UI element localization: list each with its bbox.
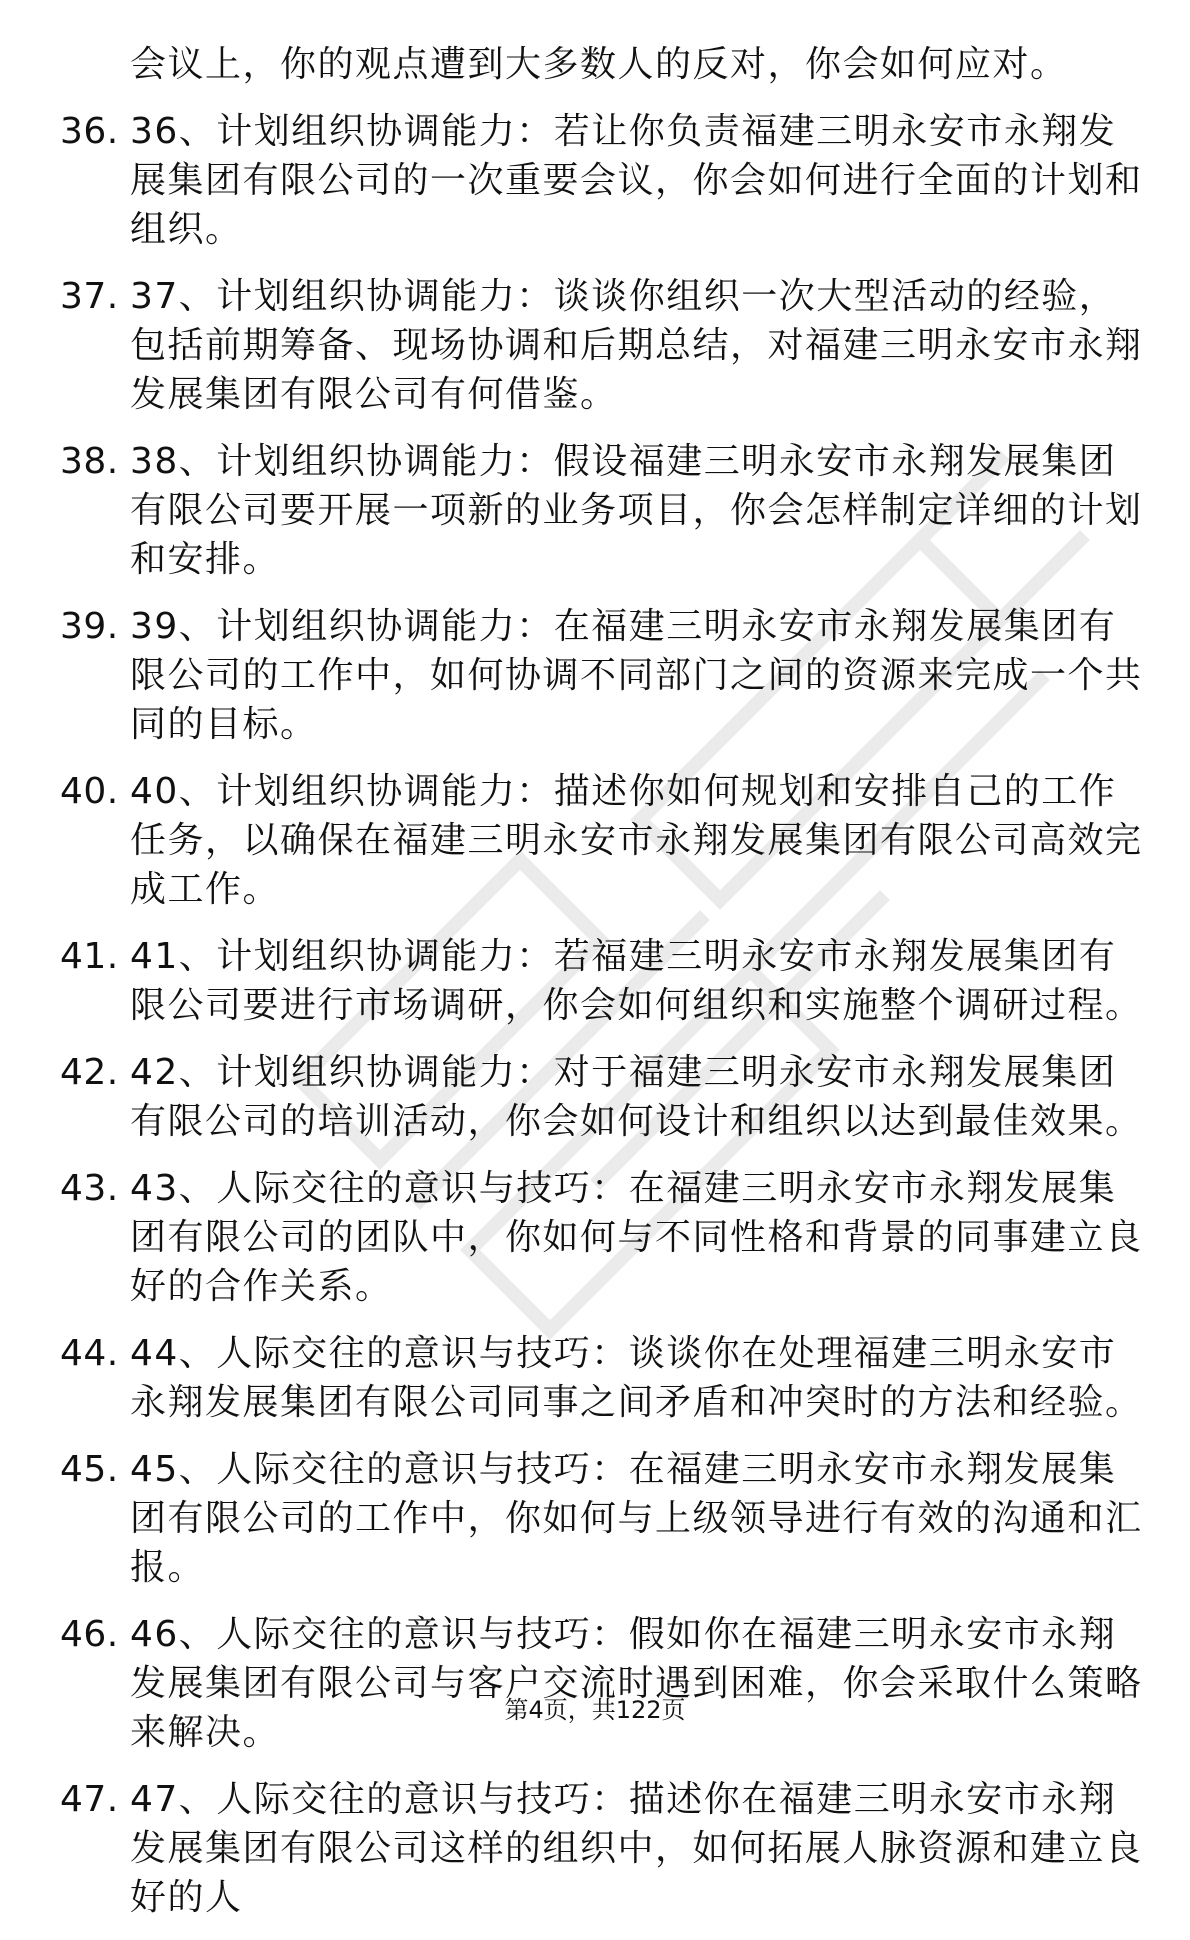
list-item xyxy=(0,437,1190,584)
page-footer: 第4页，共122页 xyxy=(504,1696,686,1724)
list-item xyxy=(0,932,1190,1030)
list-item xyxy=(0,107,1190,254)
continued-question-text: 会议上，你的观点遭到大多数人的反对，你会如何应对。 xyxy=(130,44,1068,85)
list-item-number: 40. xyxy=(60,771,119,812)
list-item-number: 39. xyxy=(60,606,119,647)
list-item-text: 46、人际交往的意识与技巧：假如你在福建三明永安市永翔发展集团有限公司与客户交流时遇到困难，你会采取什么策略来解决。 xyxy=(130,1614,1143,1753)
list-item-number: 37. xyxy=(60,276,119,317)
list-item xyxy=(0,1329,1190,1427)
list-item-number: 42. xyxy=(60,1052,119,1093)
list-item-number: 45. xyxy=(60,1449,119,1490)
list-item-text: 38、计划组织协调能力：假设福建三明永安市永翔发展集团有限公司要开展一项新的业务项目，你会怎样制定详细的计划和安排。 xyxy=(130,441,1143,580)
list-item-text: 45、人际交往的意识与技巧：在福建三明永安市永翔发展集团有限公司的工作中，你如何与上级领导进行有效的沟通和汇报。 xyxy=(130,1449,1143,1588)
list-item-number: 47. xyxy=(60,1779,119,1820)
list-item-text: 43、人际交往的意识与技巧：在福建三明永安市永翔发展集团有限公司的团队中，你如何与不同性格和背景的同事建立良好的合作关系。 xyxy=(130,1168,1143,1307)
list-item xyxy=(0,1048,1190,1146)
list-item xyxy=(0,767,1190,914)
list-item-number: 43. xyxy=(60,1168,119,1209)
list-item-text: 47、人际交往的意识与技巧：描述你在福建三明永安市永翔发展集团有限公司这样的组织中，如何拓展人脉资源和建立良好的人 xyxy=(130,1779,1143,1918)
list-item xyxy=(0,1164,1190,1311)
list-item xyxy=(0,1445,1190,1592)
question-list xyxy=(0,40,1190,1940)
list-item-text: 41、计划组织协调能力：若福建三明永安市永翔发展集团有限公司要进行市场调研，你会如何组织和实施整个调研过程。 xyxy=(130,936,1143,1026)
list-item-text: 40、计划组织协调能力：描述你如何规划和安排自己的工作任务，以确保在福建三明永安市永翔发展集团有限公司高效完成工作。 xyxy=(130,771,1143,910)
list-item-number: 36. xyxy=(60,111,119,152)
list-item-text: 44、人际交往的意识与技巧：谈谈你在处理福建三明永安市永翔发展集团有限公司同事之间矛盾和冲突时的方法和经验。 xyxy=(130,1333,1143,1423)
list-item-text: 36、计划组织协调能力：若让你负责福建三明永安市永翔发展集团有限公司的一次重要会议，你会如何进行全面的计划和组织。 xyxy=(130,111,1143,250)
list-item-number: 38. xyxy=(60,441,119,482)
list-item xyxy=(0,1775,1190,1922)
list-item xyxy=(0,272,1190,419)
list-item-text: 37、计划组织协调能力：谈谈你组织一次大型活动的经验，包括前期筹备、现场协调和后期总结，对福建三明永安市永翔发展集团有限公司有何借鉴。 xyxy=(130,276,1143,415)
list-item-number: 46. xyxy=(60,1614,119,1655)
list-item-number: 44. xyxy=(60,1333,119,1374)
list-item xyxy=(0,1610,1190,1757)
list-item xyxy=(0,602,1190,749)
list-item-text: 42、计划组织协调能力：对于福建三明永安市永翔发展集团有限公司的培训活动，你会如何设计和组织以达到最佳效果。 xyxy=(130,1052,1143,1142)
list-item-number: 41. xyxy=(60,936,119,977)
list-item-text: 39、计划组织协调能力：在福建三明永安市永翔发展集团有限公司的工作中，如何协调不同部门之间的资源来完成一个共同的目标。 xyxy=(130,606,1143,745)
